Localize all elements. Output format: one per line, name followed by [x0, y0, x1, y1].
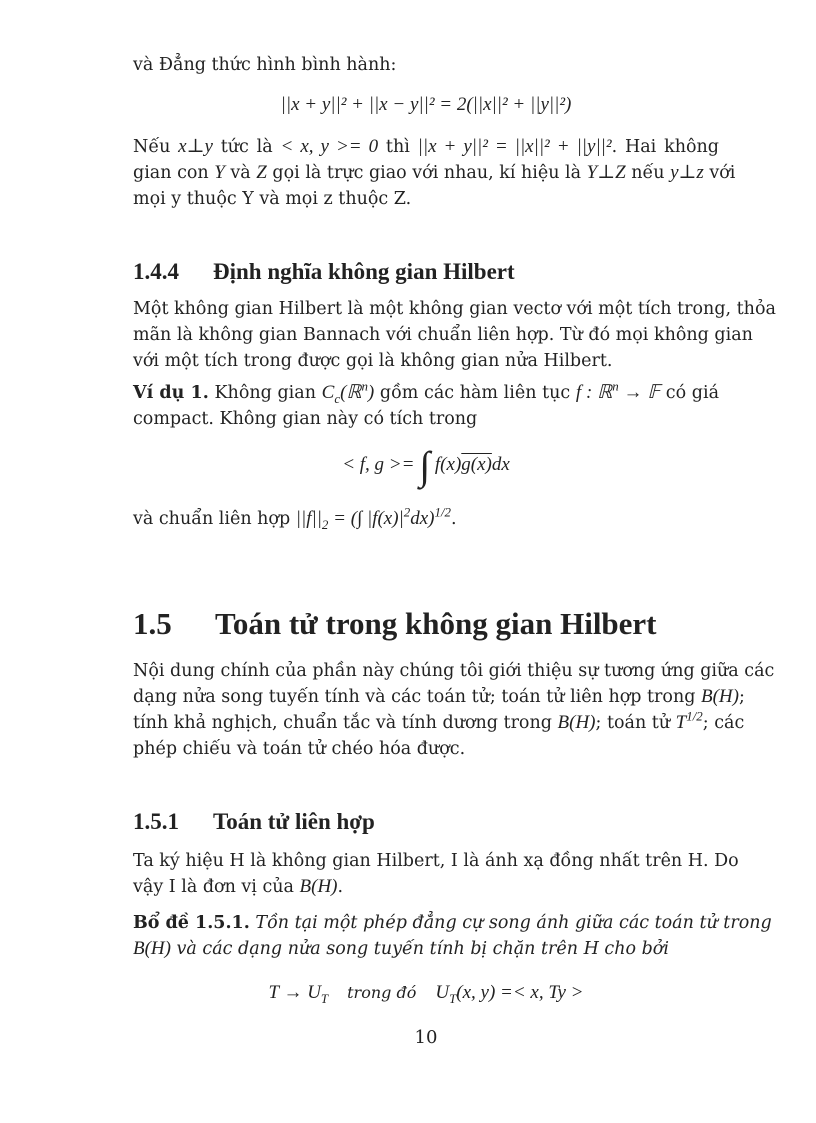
- section-number: 1.4.4: [133, 259, 179, 284]
- section-title: Định nghĩa không gian Hilbert: [213, 259, 515, 284]
- section-title: Toán tử trong không gian Hilbert: [215, 606, 657, 641]
- parallelogram-equation: ||x + y||² + ||x − y||² = 2(||x||² + ||y||²): [280, 94, 572, 115]
- example-label: Ví dụ 1.: [133, 383, 209, 403]
- orthogonal-paragraph-line-3: mọi y thuộc Y và mọi z thuộc Z.: [133, 189, 412, 209]
- operators-intro-line-2: dạng nửa song tuyến tính và các toán tử; toán tử liên hợp trong B(H);: [133, 686, 745, 707]
- lemma-line-1: Bổ đề 1.5.1. Tồn tại một phép đẳng cự song ánh giữa các toán tử trong: [133, 913, 772, 933]
- hilbert-definition-line-2: mãn là không gian Bannach với chuẩn liên hợp. Từ đó mọi không gian: [133, 325, 753, 345]
- hilbert-definition-line-3: với một tích trong được gọi là không gian nửa Hilbert.: [133, 351, 613, 371]
- adjoint-paragraph-line-1: Ta ký hiệu H là không gian Hilbert, I là ánh xạ đồng nhất trên H. Do: [133, 851, 739, 871]
- section-number: 1.5.1: [133, 809, 179, 834]
- paragraph-intro-line: và Đẳng thức hình bình hành:: [133, 55, 397, 75]
- example-line-1: Ví dụ 1. Không gian $C_c(ℝ^n)$ gồm các hàm liên tục f : ℝ$^n$ → 𝔽 có giá: [133, 378, 720, 406]
- orthogonal-paragraph-line-1: Nếu x⊥y tức là < x, y >= 0 thì ||x + y||² = ||x||² + ||y||². Hai không: [133, 136, 719, 157]
- lemma-label: Bổ đề 1.5.1.: [133, 913, 250, 933]
- section-title: Toán tử liên hợp: [213, 809, 375, 834]
- section-heading-1-5: [133, 604, 657, 644]
- lemma-line-2: B(H) và các dạng nửa song tuyến tính bị chặn trên H cho bởi: [133, 938, 669, 959]
- integral-sign: ∫: [419, 443, 431, 488]
- operators-intro-line-4: phép chiếu và toán tử chéo hóa được.: [133, 739, 466, 759]
- norm-line: và chuẩn liên hợp $||f||_2$ = (∫ $|f(x)|^2dx)^{1/2}$.: [133, 504, 457, 532]
- inner-product-equation: < f, g >= ∫ f(x)g(x)dx: [342, 443, 510, 488]
- page-number: 10: [414, 1027, 438, 1048]
- operators-intro-line-3: tính khả nghịch, chuẩn tắc và tính dương trong B(H); toán tử $T^{1/2}$; các: [133, 708, 745, 733]
- lemma-equation: $T \to U_T$ trong đó $U_T(x$, y) =< x, Ty >: [268, 982, 584, 1006]
- orthogonal-paragraph-line-2: gian con Y và Z gọi là trực giao với nhau, kí hiệu là Y⊥Z nếu y⊥z với: [133, 162, 736, 183]
- section-number: 1.5: [133, 606, 172, 641]
- operators-intro-line-1: Nội dung chính của phần này chúng tôi giới thiệu sự tương ứng giữa các: [133, 661, 775, 681]
- example-line-2: compact. Không gian này có tích trong: [133, 409, 478, 429]
- adjoint-paragraph-line-2: vậy I là đơn vị của B(H).: [133, 876, 344, 897]
- section-heading-1-4-4: [133, 257, 515, 287]
- hilbert-definition-line-1: Một không gian Hilbert là một không gian vectơ với một tích trong, thỏa: [133, 299, 776, 319]
- section-heading-1-5-1: [133, 807, 375, 837]
